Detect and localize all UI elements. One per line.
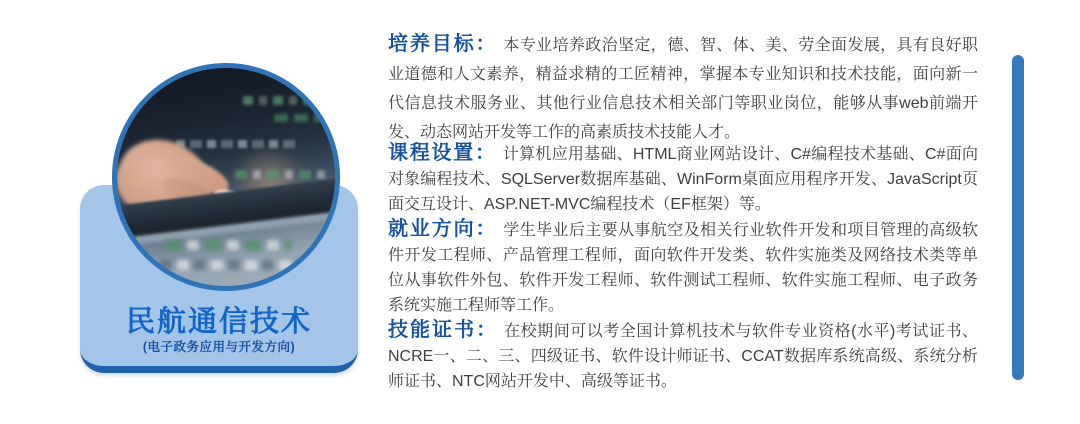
photo-code-line xyxy=(243,96,321,105)
accent-bar xyxy=(1012,55,1024,380)
section-label: 就业方向： xyxy=(388,218,498,240)
section-label: 培养目标： xyxy=(388,33,498,55)
section-body: 学生毕业后主要从事航空及相关行业软件开发和项目管理的高级软件开发工程师、产品管理工程师，面向软件开发类、软件实施类及网络技术类等单位从事软件外包、软件开发工程师、软件测试工程师、软件实施工程师、电子政务系统实施工程师等工作。 xyxy=(388,222,978,314)
section-label: 课程设置： xyxy=(388,142,497,164)
section-certificates xyxy=(388,318,978,394)
photo-code-line xyxy=(143,260,304,270)
program-photo xyxy=(112,63,340,291)
photo-code-line xyxy=(274,114,331,123)
section-body: 本专业培养政治坚定，德、智、体、美、劳全面发展，具有良好职业道德和人文素养，精益求精的工匠精神，掌握本专业知识和技术技能，面向新一代信息技术服务业、其他行业信息技术相关部门等职业岗位，能够从事web前端开发、动态网站开发等工作的高素质技术技能人才。 xyxy=(388,37,978,141)
photo-code-line xyxy=(176,140,298,148)
program-subtitle: (电子政务应用与开发方向) xyxy=(142,340,296,354)
photo-code-line xyxy=(165,240,291,250)
program-details xyxy=(388,30,978,394)
section-body: 计算机应用基础、HTML商业网站设计、C#编程技术基础、C#面向对象编程技术、SQLServer数据库基础、WinForm桌面应用程序开发、JavaScript页面交互设计、ASP.NET-MVC编程技术（EF框架）等。 xyxy=(388,146,978,213)
section-courses xyxy=(388,141,978,217)
section-body: 在校期间可以考全国计算机技术与软件专业资格(水平)考试证书、NCRE一、二、三、四级证书、软件设计师证书、CCAT数据库系统高级、系统分析师证书、NTC网站开发中、高级等证书。 xyxy=(388,323,978,390)
program-title: 民航通信技术 xyxy=(125,306,312,338)
section-careers xyxy=(388,217,978,318)
photo-code-line xyxy=(235,170,327,179)
section-label: 技能证书： xyxy=(388,319,499,341)
section-training-goal xyxy=(388,30,978,147)
